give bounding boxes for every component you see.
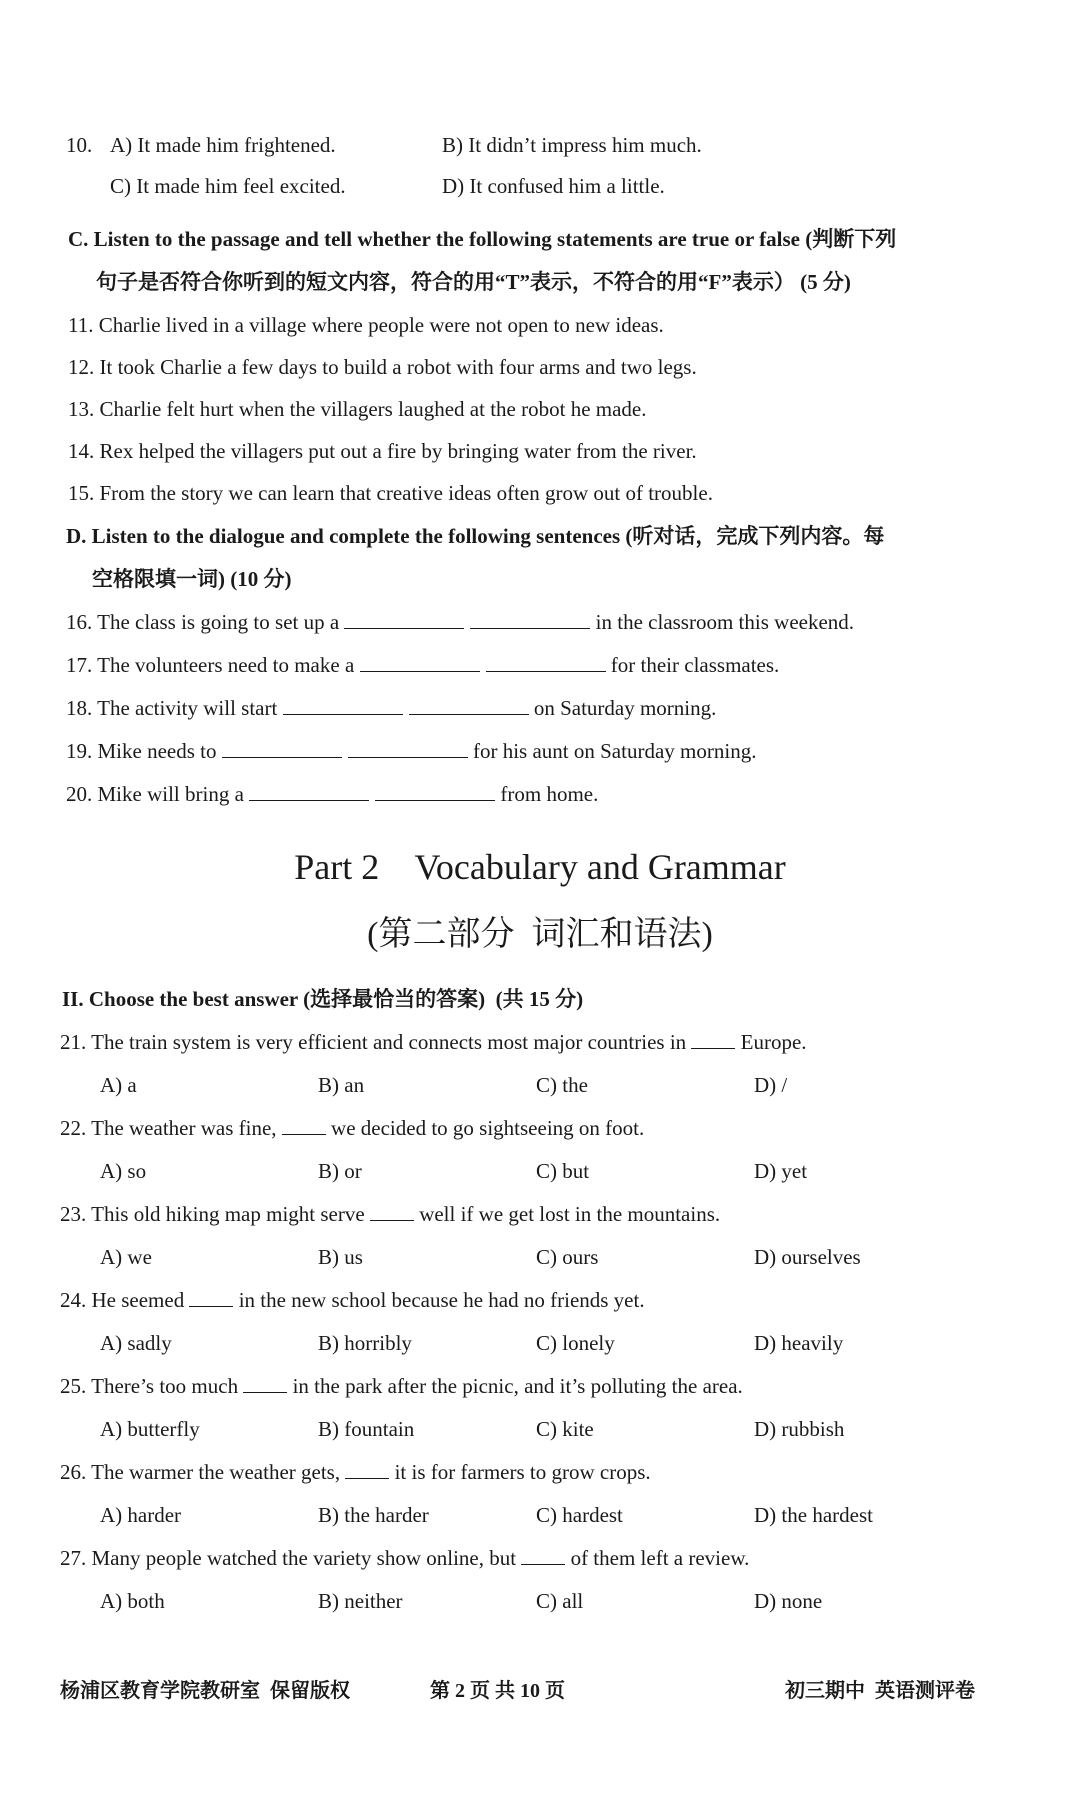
blank-19a[interactable]	[222, 739, 342, 758]
question-24-end: in the new school because he had no friends yet.	[238, 1288, 645, 1312]
sentence-18	[66, 694, 716, 722]
q26-option-d[interactable]: D) the hardest	[754, 1503, 873, 1527]
sentence-16	[66, 608, 854, 636]
q10-option-d: D) It confused him a little.	[442, 174, 665, 198]
question-22-end: we decided to go sightseeing on foot.	[331, 1116, 645, 1140]
sentence-16-text: 16. The class is going to set up a	[66, 610, 340, 634]
part-2-subtitle: (第二部分 词汇和语法)	[367, 916, 713, 953]
q23-option-b[interactable]: B) us	[318, 1245, 363, 1269]
blank-26[interactable]	[345, 1460, 389, 1479]
question-27-end: of them left a review.	[570, 1546, 750, 1570]
footer-exam-title: 初三期中 英语测评卷	[785, 1680, 975, 1702]
statement-15: 15. From the story we can learn that creative ideas often grow out of trouble.	[68, 481, 713, 505]
question-25	[60, 1372, 743, 1400]
question-26	[60, 1458, 651, 1486]
blank-18b[interactable]	[409, 696, 529, 715]
q23-option-a[interactable]: A) we	[100, 1245, 152, 1269]
q22-option-a[interactable]: A) so	[100, 1159, 147, 1183]
statement-11: 11. Charlie lived in a village where people were not open to new ideas.	[68, 313, 664, 337]
q10-option-a: A) It made him frightened.	[110, 133, 336, 157]
sentence-19-end: for his aunt on Saturday morning.	[472, 739, 757, 763]
q25-option-b[interactable]: B) fountain	[318, 1417, 415, 1441]
blank-17b[interactable]	[486, 653, 606, 672]
q25-option-c[interactable]: C) kite	[536, 1417, 594, 1441]
sentence-17	[66, 651, 779, 679]
sentence-16-end: in the classroom this weekend.	[595, 610, 855, 634]
q27-option-d[interactable]: D) none	[754, 1589, 823, 1613]
sentence-18-end: on Saturday morning.	[533, 696, 717, 720]
q10-option-b: B) It didn’t impress him much.	[442, 133, 702, 157]
q22-option-d[interactable]: D) yet	[754, 1159, 808, 1183]
blank-21[interactable]	[691, 1030, 735, 1049]
q26-option-a[interactable]: A) harder	[100, 1503, 182, 1527]
q27-option-c[interactable]: C) all	[536, 1589, 584, 1613]
sentence-20-end: from home.	[500, 782, 599, 806]
blank-16b[interactable]	[470, 610, 590, 629]
section-ii-heading: II. Choose the best answer (选择最恰当的答案) (共 15 分)	[62, 987, 584, 1011]
question-21-text: 21. The train system is very efficient and connects most major countries in	[60, 1030, 687, 1054]
q24-option-d[interactable]: D) heavily	[754, 1331, 844, 1355]
q22-option-b[interactable]: B) or	[318, 1159, 362, 1183]
blank-18a[interactable]	[283, 696, 403, 715]
footer-copyright: 杨浦区教育学院教研室 保留版权	[60, 1680, 350, 1702]
sentence-20-text: 20. Mike will bring a	[66, 782, 244, 806]
question-26-text: 26. The warmer the weather gets,	[60, 1460, 341, 1484]
q27-option-a[interactable]: A) both	[100, 1589, 165, 1613]
part-2-title: Part 2 Vocabulary and Grammar	[294, 847, 786, 887]
q10-option-c: C) It made him feel excited.	[110, 174, 346, 198]
sentence-17-text: 17. The volunteers need to make a	[66, 653, 355, 677]
blank-22[interactable]	[282, 1116, 326, 1135]
q21-option-d[interactable]: D) /	[754, 1073, 788, 1097]
question-23-text: 23. This old hiking map might serve	[60, 1202, 365, 1226]
q24-option-b[interactable]: B) horribly	[318, 1331, 412, 1355]
question-22	[60, 1114, 644, 1142]
q25-option-a[interactable]: A) butterfly	[100, 1417, 200, 1441]
question-26-end: it is for farmers to grow crops.	[394, 1460, 651, 1484]
section-d-heading: D. Listen to the dialogue and complete the following sentences (听对话，完成下列内容。每	[66, 524, 885, 548]
blank-25[interactable]	[243, 1374, 287, 1393]
section-d-heading-cont: 空格限填一词) (10 分)	[92, 567, 292, 591]
sentence-19	[66, 737, 756, 765]
blank-16a[interactable]	[344, 610, 464, 629]
question-22-text: 22. The weather was fine,	[60, 1116, 277, 1140]
statement-14: 14. Rex helped the villagers put out a fire by bringing water from the river.	[68, 439, 697, 463]
q25-option-d[interactable]: D) rubbish	[754, 1417, 845, 1441]
question-21-end: Europe.	[740, 1030, 807, 1054]
question-27	[60, 1544, 749, 1572]
question-23	[60, 1200, 720, 1228]
question-27-text: 27. Many people watched the variety show online, but	[60, 1546, 517, 1570]
statement-13: 13. Charlie felt hurt when the villagers laughed at the robot he made.	[68, 397, 647, 421]
q26-option-c[interactable]: C) hardest	[536, 1503, 623, 1527]
blank-19b[interactable]	[348, 739, 468, 758]
blank-20a[interactable]	[249, 782, 369, 801]
footer-page-number: 第 2 页 共 10 页	[430, 1680, 565, 1702]
blank-24[interactable]	[189, 1288, 233, 1307]
q24-option-c[interactable]: C) lonely	[536, 1331, 615, 1355]
section-c-heading: C. Listen to the passage and tell whether the following statements are true or false (判断下列	[68, 227, 897, 251]
blank-20b[interactable]	[375, 782, 495, 801]
q10-number: 10.	[66, 133, 93, 157]
question-25-text: 25. There’s too much	[60, 1374, 239, 1398]
statement-12: 12. It took Charlie a few days to build a robot with four arms and two legs.	[68, 355, 697, 379]
blank-23[interactable]	[370, 1202, 414, 1221]
q21-option-a[interactable]: A) a	[100, 1073, 137, 1097]
question-23-end: well if we get lost in the mountains.	[419, 1202, 721, 1226]
q26-option-b[interactable]: B) the harder	[318, 1503, 429, 1527]
q24-option-a[interactable]: A) sadly	[100, 1331, 172, 1355]
sentence-19-text: 19. Mike needs to	[66, 739, 217, 763]
sentence-17-end: for their classmates.	[610, 653, 780, 677]
sentence-20	[66, 780, 598, 808]
question-24	[60, 1286, 645, 1314]
q23-option-d[interactable]: D) ourselves	[754, 1245, 861, 1269]
blank-17a[interactable]	[360, 653, 480, 672]
question-24-text: 24. He seemed	[60, 1288, 185, 1312]
question-25-end: in the park after the picnic, and it’s polluting the area.	[292, 1374, 743, 1398]
q23-option-c[interactable]: C) ours	[536, 1245, 599, 1269]
sentence-18-text: 18. The activity will start	[66, 696, 278, 720]
q27-option-b[interactable]: B) neither	[318, 1589, 403, 1613]
question-21	[60, 1028, 807, 1056]
q21-option-c[interactable]: C) the	[536, 1073, 588, 1097]
q22-option-c[interactable]: C) but	[536, 1159, 590, 1183]
blank-27[interactable]	[521, 1546, 565, 1565]
section-c-heading-cont: 句子是否符合你听到的短文内容，符合的用“T”表示，不符合的用“F”表示） (5 分)	[96, 270, 851, 294]
q21-option-b[interactable]: B) an	[318, 1073, 365, 1097]
